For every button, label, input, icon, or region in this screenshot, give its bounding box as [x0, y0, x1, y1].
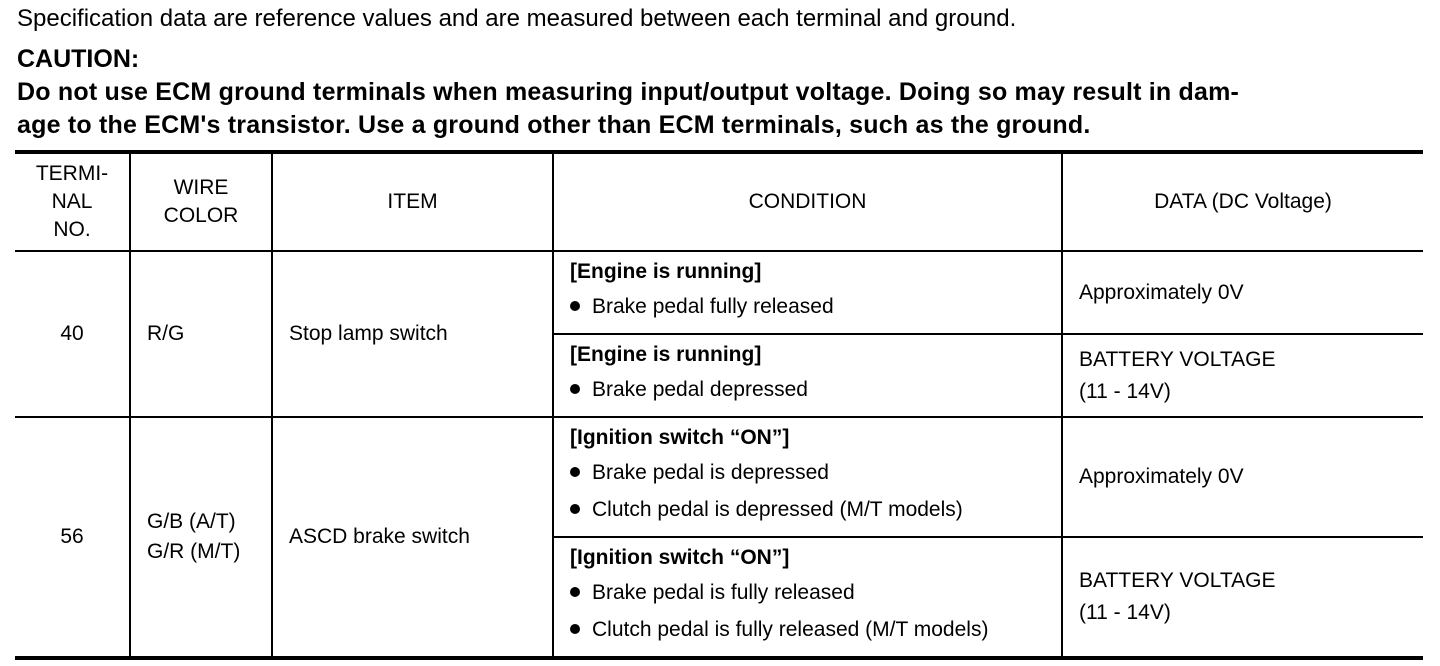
condition-bullet: Clutch pedal is fully released (M/T models) [570, 611, 1045, 648]
condition-heading: [Ignition switch “ON”] [570, 546, 790, 569]
caution-text [17, 76, 1427, 142]
condition-cell [553, 251, 1062, 334]
condition-bullet: Brake pedal depressed [570, 371, 1045, 408]
data-value: Approximately 0V [1062, 251, 1423, 334]
header-wire-color: WIRE COLOR [130, 152, 272, 251]
intro-text: Specification data are reference values and are measured between each terminal and ground. [17, 5, 1017, 32]
caution-title: CAUTION: [17, 45, 140, 73]
item-name: ASCD brake switch [272, 417, 553, 658]
header-terminal-no: TERMI- NAL NO. [15, 152, 130, 251]
condition-cell [553, 537, 1062, 658]
wire-color: G/B (A/T) G/R (M/T) [130, 417, 272, 658]
bullet-icon [570, 587, 580, 597]
header-item: ITEM [272, 152, 553, 251]
terminal-number: 40 [15, 251, 130, 417]
condition-heading: [Ignition switch “ON”] [570, 426, 790, 449]
data-value: BATTERY VOLTAGE (11 - 14V) [1062, 537, 1423, 658]
wire-color: R/G [130, 251, 272, 417]
condition-cell [553, 417, 1062, 537]
item-name: Stop lamp switch [272, 251, 553, 417]
header-data: DATA (DC Voltage) [1062, 152, 1423, 251]
data-value: BATTERY VOLTAGE (11 - 14V) [1062, 334, 1423, 417]
bullet-icon [570, 504, 580, 514]
caution-line-1: Do not use ECM ground terminals when measuring input/output voltage. Doing so may result in dam- [17, 78, 1240, 106]
table-row [15, 251, 1423, 334]
condition-heading: [Engine is running] [570, 260, 762, 283]
condition-bullet: Brake pedal fully released [570, 288, 1045, 325]
data-value: Approximately 0V [1062, 417, 1423, 537]
bullet-icon [570, 301, 580, 311]
table-row [15, 417, 1423, 537]
bullet-icon [570, 467, 580, 477]
condition-heading: [Engine is running] [570, 343, 762, 366]
bullet-icon [570, 624, 580, 634]
terminal-number: 56 [15, 417, 130, 658]
header-condition: CONDITION [553, 152, 1062, 251]
condition-bullet: Brake pedal is depressed [570, 454, 1045, 491]
condition-bullet: Brake pedal is fully released [570, 574, 1045, 611]
caution-line-2: age to the ECM's transistor. Use a ground other than ECM terminals, such as the ground. [17, 111, 1091, 139]
table-header-row [15, 152, 1423, 251]
condition-cell [553, 334, 1062, 417]
bullet-icon [570, 384, 580, 394]
condition-bullet: Clutch pedal is depressed (M/T models) [570, 491, 1045, 528]
ecm-terminal-table [15, 150, 1423, 660]
